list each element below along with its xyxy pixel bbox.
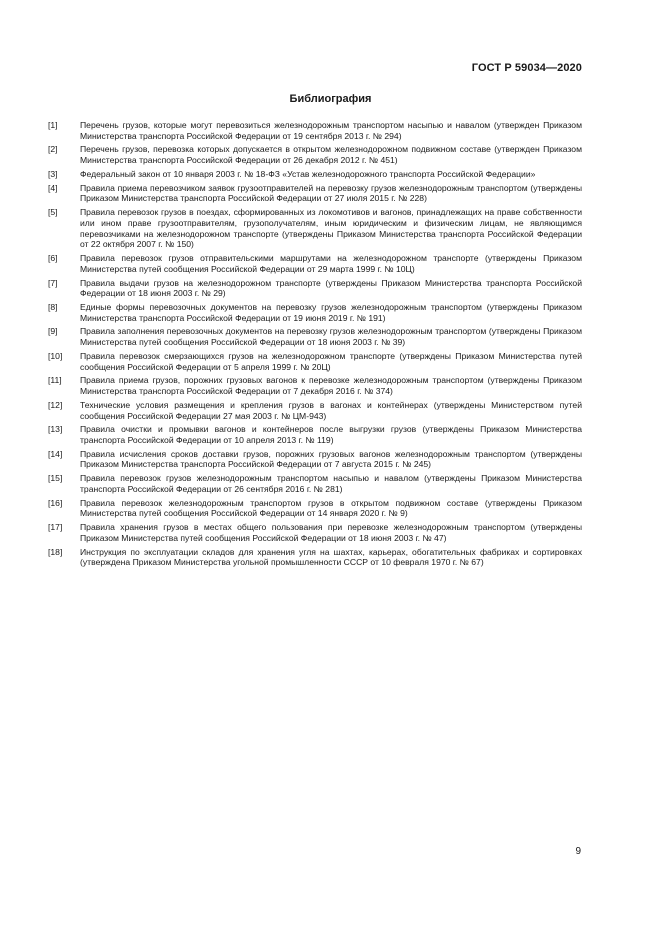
bibliography-list [48, 120, 582, 571]
entry-text: Правила перевозок грузов в поездах, сформированных из локомотивов и вагонов, принадлежащих на праве собственности или ином праве грузоотправителям, грузополучателям, иным юридическим и физическим лицам, не являющимся перевозчиками на железнодорожном транспорте (утверждены Приказом Министерства транспорта Российской Федерации от 22 октября 2007 г. № 150) [80, 207, 582, 250]
bibliography-entry [48, 302, 582, 323]
bibliography-entry [48, 424, 582, 445]
bibliography-entry [48, 375, 582, 396]
entry-text: Инструкция по эксплуатации складов для хранения угля на шахтах, карьерах, обогатительных фабриках и сортировках (утверждена Приказом Министерства угольной промышленности СССР от 10 февраля 1970 г. № 67) [80, 546, 582, 568]
entry-text: Правила заполнения перевозочных документов на перевозку грузов железнодорожным транспортом (утверждены Приказом Министерства путей сообщения Российской Федерации от 18 июня 2003 г. № 39) [80, 326, 582, 348]
bibliography-entry [48, 144, 582, 165]
entry-text: Правила хранения грузов в местах общего пользования при перевозке железнодорожным транспортом (утверждены Приказом Министерства путей сообщения Российской Федерации от 18 июня 2003 г. № 47) [80, 522, 582, 543]
bibliography-entry [48, 183, 582, 204]
entry-number: [12] [48, 399, 63, 410]
bibliography-entry [48, 253, 582, 274]
entry-text: Правила перевозок смерзающихся грузов на железнодорожном транспорте (утверждены Приказом Министерства путей сообщения Российской Федерации от 5 апреля 1999 г. № 20Ц) [80, 350, 582, 372]
bibliography-entry [48, 207, 582, 249]
bibliography-entry [48, 278, 582, 299]
page-title: Библиография [289, 93, 372, 105]
entry-text: Перечень грузов, которые могут перевозиться железнодорожным транспортом насыпью и навалом (утвержден Приказом Министерства транспорта Российской Федерации от 19 сентября 2013 г. № 294) [80, 120, 582, 141]
standard-code: ГОСТ Р 59034—2020 [471, 62, 582, 74]
entry-number: [2] [48, 144, 58, 155]
entry-number: [11] [48, 375, 62, 386]
entry-number: [14] [48, 448, 63, 459]
bibliography-entry [48, 522, 582, 543]
entry-number: [1] [48, 120, 58, 130]
entry-number: [10] [48, 350, 63, 361]
bibliography-entry [48, 326, 582, 347]
bibliography-entry [48, 169, 582, 180]
entry-number: [7] [48, 277, 58, 288]
entry-text: Правила перевозок железнодорожным транспортом грузов в открытом подвижном составе (утверждены Приказом Министерства путей сообщения Российской Федерации от 14 января 2020 г. № 9) [80, 497, 582, 519]
bibliography-entry [48, 498, 582, 519]
bibliography-entry [48, 547, 582, 568]
entry-number: [18] [48, 546, 63, 557]
entry-text: Единые формы перевозочных документов на перевозку грузов железнодорожным транспортом (утверждены Приказом Министерства транспорта Российской Федерации от 19 июня 2019 г. № 191) [80, 301, 582, 323]
entry-text: Правила исчисления сроков доставки грузов, порожних грузовых вагонов железнодорожным транспортом (утверждены Приказом Министерства транспорта Российской Федерации от 7 августа 2015 г. № 245) [80, 448, 582, 470]
entry-text: Правила очистки и промывки вагонов и контейнеров после выгрузки грузов (утверждены Приказом Министерства транспорта Российской Федерации от 10 апреля 2013 г. № 119) [80, 424, 582, 445]
entry-number: [5] [48, 207, 58, 218]
entry-text: Правила перевозок грузов отправительскими маршрутами на железнодорожном транспорте (утверждены Приказом Министерства путей сообщения Российской Федерации от 29 марта 1999 г. № 10Ц) [80, 253, 582, 274]
entry-number: [16] [48, 497, 63, 508]
entry-number: [4] [48, 182, 58, 193]
entry-text: Федеральный закон от 10 января 2003 г. № 18-ФЗ «Устав железнодорожного транспорта Российской Федерации» [80, 168, 536, 179]
entry-number: [8] [48, 301, 58, 312]
entry-text: Правила перевозок грузов железнодорожным транспортом насыпью и навалом (утверждены Приказом Министерства транспорта Российской Федерации от 26 сентября 2016 г. № 281) [80, 473, 582, 494]
entry-number: [13] [48, 424, 63, 435]
entry-number: [15] [48, 473, 63, 484]
entry-number: [3] [48, 168, 58, 179]
entry-number: [17] [48, 522, 63, 533]
bibliography-entry [48, 400, 582, 421]
entry-text: Перечень грузов, перевозка которых допускается в открытом железнодорожном подвижном составе (утвержден Приказом Министерства транспорта Российской Федерации от 26 декабря 2012 г. № 451) [80, 144, 582, 166]
entry-text: Технические условия размещения и крепления грузов в вагонах и контейнерах (утверждены Министерством путей сообщения Российской Федерации 27 мая 2003 г. № ЦМ-943) [80, 399, 582, 421]
bibliography-entry [48, 449, 582, 470]
entry-text: Правила приема грузов, порожних грузовых вагонов к перевозке железнодорожным транспортом (утверждены Приказом Министерства транспорта Российской Федерации от 7 декабря 2016 г. № 374) [80, 375, 582, 397]
bibliography-entry [48, 120, 582, 141]
page-number: 9 [575, 846, 581, 857]
entry-number: [9] [48, 326, 58, 337]
entry-text: Правила приема перевозчиком заявок грузоотправителей на перевозку грузов железнодорожным транспортом (утверждены Приказом Министерства транспорта Российской Федерации от 27 июля 2015 г. № 228) [80, 182, 582, 204]
entry-text: Правила выдачи грузов на железнодорожном транспорте (утверждены Приказом Министерства транспорта Российской Федерации от 18 июня 2003 г. № 29) [80, 277, 582, 299]
bibliography-entry [48, 351, 582, 372]
bibliography-entry [48, 473, 582, 494]
entry-number: [6] [48, 253, 58, 264]
